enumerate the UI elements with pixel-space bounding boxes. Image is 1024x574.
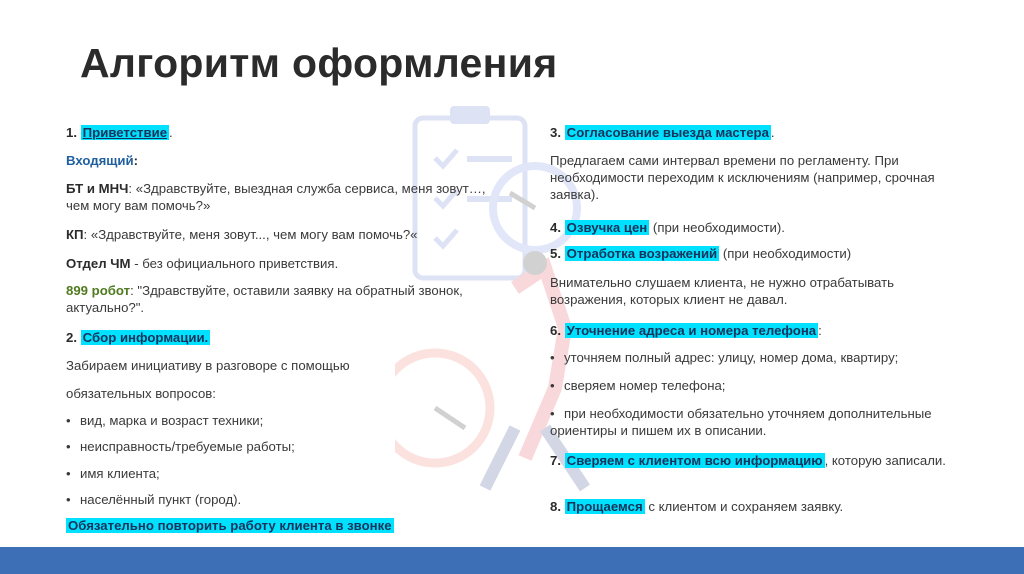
chm-greeting: Отдел ЧМ - без официального приветствия.: [66, 256, 339, 271]
robot-greeting: 899 робот: "Здравствуйте, оставили заявку на обратный звонок, актуально?".: [66, 283, 463, 315]
list-item: • вид, марка и возраст техники;: [66, 412, 263, 429]
greeting-highlight: Приветствие: [82, 125, 168, 140]
list-item: • при необходимости обязательно уточняем дополнительные ориентиры и пишем их в описании.: [550, 405, 960, 439]
bt-mnch-greeting: БТ и МНЧ: «Здравствуйте, выездная служба сервиса, меня зовут…, чем могу вам помочь?»: [66, 181, 486, 213]
step-6-address: 6. Уточнение адреса и номера телефона :: [550, 323, 822, 338]
step-8-goodbye: 8. Прощаемся с клиентом и сохраняем заявку.: [550, 499, 844, 514]
list-item: • сверяем номер телефона;: [550, 377, 725, 394]
objections-text: Внимательно слушаем клиента, не нужно отрабатывать возражения, которых клиент не давал.: [550, 275, 894, 307]
must-repeat-note: Обязательно повторить работу клиента в звонке: [68, 518, 392, 533]
initiative-text: Забираем инициативу в разговоре с помощью: [66, 358, 350, 373]
step-4-prices: 4. Озвучка цен (при необходимости).: [550, 220, 785, 235]
info-collection-highlight: Сбор информации.: [82, 330, 209, 345]
kp-greeting: КП: «Здравствуйте, меня зовут..., чем могу вам помочь?«: [66, 227, 418, 242]
scheduling-text: Предлагаем сами интервал времени по регламенту. При необходимости переходим к исключениям (например, срочная заявка).: [550, 153, 935, 202]
bottom-accent-bar: [0, 547, 1024, 574]
step-1-greeting: 1. Приветствие .: [66, 125, 173, 140]
step-5-objections: 5. Отработка возражений (при необходимости): [550, 246, 852, 261]
step-3-scheduling: 3. Согласование выезда мастера .: [550, 125, 775, 140]
list-item: • уточняем полный адрес: улицу, номер дома, квартиру;: [550, 349, 898, 366]
incoming-label: Входящий:: [66, 153, 139, 168]
list-item: • имя клиента;: [66, 465, 160, 482]
list-item: • неисправность/требуемые работы;: [66, 438, 295, 455]
step-2-info-collection: 2. Сбор информации.: [66, 330, 209, 345]
step-7-verify: 7. Сверяем с клиентом всю информацию , которую записали.: [550, 453, 946, 468]
slide-title: Алгоритм оформления: [80, 40, 558, 86]
questions-text: обязательных вопросов:: [66, 386, 216, 401]
list-item: • населённый пункт (город).: [66, 491, 241, 508]
